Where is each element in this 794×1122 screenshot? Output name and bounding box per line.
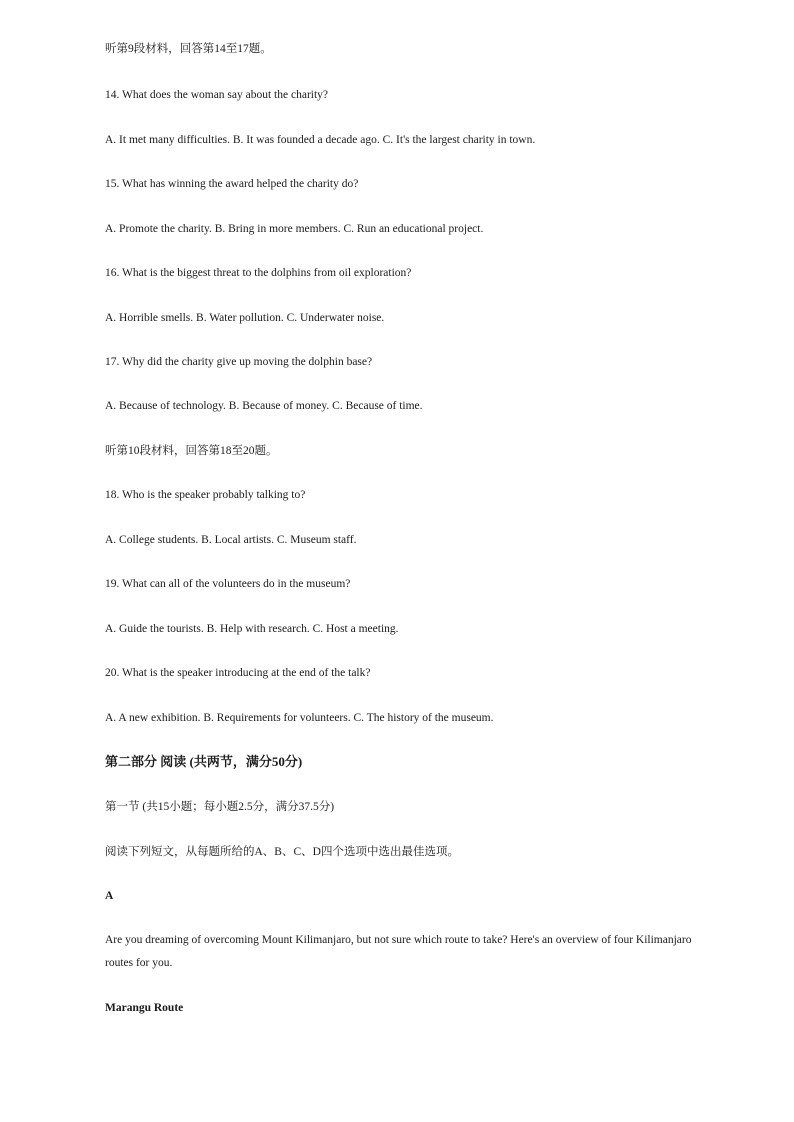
- options-16: A. Horrible smells. B. Water pollution. C. Underwater noise.: [105, 312, 385, 324]
- passage-intro: Are you dreaming of overcoming Mount Kilimanjaro, but not sure which route to take? Here's an overview of four Kilimanjaro routes for you.: [105, 934, 692, 969]
- options-18: A. College students. B. Local artists. C. Museum staff.: [105, 534, 357, 546]
- reading-instruction: 阅读下列短文，从每题所给的A、B、C、D四个选项中选出最佳选项。: [105, 846, 459, 858]
- passage-label: A: [105, 890, 114, 902]
- part-two-heading: 第二部分 阅读 (共两节，满分50分): [105, 754, 303, 769]
- question-18: 18. Who is the speaker probably talking to?: [105, 489, 306, 501]
- options-19: A. Guide the tourists. B. Help with research. C. Host a meeting.: [105, 623, 399, 635]
- options-17: A. Because of technology. B. Because of money. C. Because of time.: [105, 400, 423, 412]
- route-heading: Marangu Route: [105, 1002, 184, 1014]
- options-15: A. Promote the charity. B. Bring in more members. C. Run an educational project.: [105, 223, 484, 235]
- question-19: 19. What can all of the volunteers do in the museum?: [105, 578, 351, 590]
- question-16: 16. What is the biggest threat to the dolphins from oil exploration?: [105, 267, 412, 279]
- question-20: 20. What is the speaker introducing at the end of the talk?: [105, 667, 371, 679]
- options-20: A. A new exhibition. B. Requirements for volunteers. C. The history of the museum.: [105, 712, 494, 724]
- section-one-info: 第一节 (共15小题；每小题2.5分，满分37.5分): [105, 801, 335, 813]
- question-15: 15. What has winning the award helped the charity do?: [105, 178, 359, 190]
- options-14: A. It met many difficulties. B. It was founded a decade ago. C. It's the largest charity in town.: [105, 134, 536, 146]
- section-instruction-9: 听第9段材料，回答第14至17题。: [105, 43, 272, 55]
- section-instruction-10: 听第10段材料，回答第18至20题。: [105, 445, 278, 457]
- question-14: 14. What does the woman say about the charity?: [105, 89, 329, 101]
- question-17: 17. Why did the charity give up moving the dolphin base?: [105, 356, 373, 368]
